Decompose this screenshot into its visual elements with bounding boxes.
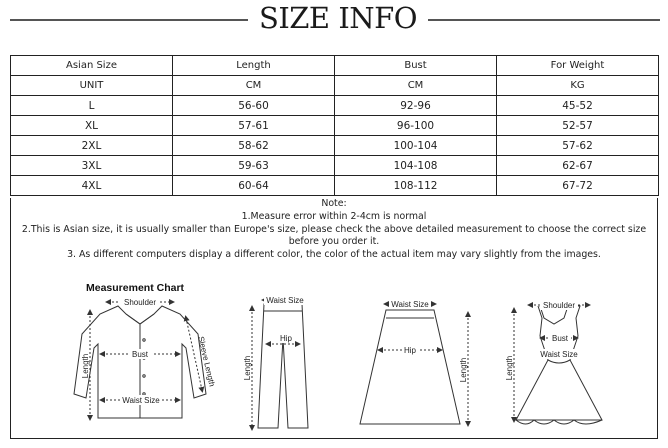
weight-cell: 67-72 xyxy=(497,176,659,196)
unit-cell: CM xyxy=(335,76,497,96)
weight-cell: 62-67 xyxy=(497,156,659,176)
bust-cell: 100-104 xyxy=(335,136,497,156)
skirt-hip-label: Hip xyxy=(403,346,417,355)
size-cell: L xyxy=(11,96,173,116)
shirt-bust-label: Bust xyxy=(131,350,149,359)
shirt-sleeve-label: Sleeve Length xyxy=(196,335,217,388)
note-line-2: 2.This is Asian size, it is usually smaller than Europe's size, please check the above detailed measurement to choose the correct size xyxy=(21,223,647,235)
title-divider-left xyxy=(10,19,248,21)
measurement-illustrations xyxy=(68,278,628,436)
table-row xyxy=(11,116,659,136)
shirt-waist-label: Waist Size xyxy=(122,396,160,405)
size-cell: 4XL xyxy=(11,176,173,196)
note-line-1: 1.Measure error within 2-4cm is normal xyxy=(241,210,427,222)
unit-cell: UNIT xyxy=(11,76,173,96)
pants-length-label: Length xyxy=(243,355,252,381)
size-cell: XL xyxy=(11,116,173,136)
notes-heading: Note: xyxy=(321,198,347,209)
pants-icon xyxy=(252,300,308,428)
shirt-shoulder-label: Shoulder xyxy=(123,298,157,307)
bust-cell: 92-96 xyxy=(335,96,497,116)
table-unit-row xyxy=(11,76,659,96)
length-cell: 58-62 xyxy=(173,136,335,156)
shirt-length-label: Length xyxy=(81,353,90,379)
unit-cell: CM xyxy=(173,76,335,96)
length-cell: 57-61 xyxy=(173,116,335,136)
title-divider-right xyxy=(428,19,660,21)
weight-cell: 45-52 xyxy=(497,96,659,116)
weight-cell: 57-62 xyxy=(497,136,659,156)
table-row xyxy=(11,176,659,196)
length-cell: 56-60 xyxy=(173,96,335,116)
note-line-2-continued: before you order it. xyxy=(288,236,380,248)
length-cell: 59-63 xyxy=(173,156,335,176)
unit-cell: KG xyxy=(497,76,659,96)
header-cell: Length xyxy=(173,56,335,76)
title-row xyxy=(0,0,668,40)
measurement-chart xyxy=(68,278,628,436)
pants-waist-label: Waist Size xyxy=(266,296,304,305)
skirt-waist-label: Waist Size xyxy=(391,300,429,309)
header-cell: For Weight xyxy=(497,56,659,76)
table-header-row xyxy=(11,56,659,76)
page-title: SIZE INFO xyxy=(258,1,418,35)
pants-hip-label: Hip xyxy=(279,334,293,343)
dress-shoulder-label: Shoulder xyxy=(542,301,576,310)
table-row xyxy=(11,156,659,176)
dress-icon xyxy=(514,305,602,424)
skirt-icon xyxy=(360,304,468,424)
dress-length-label: Length xyxy=(505,355,514,381)
header-cell: Bust xyxy=(335,56,497,76)
skirt-length-label: Length xyxy=(459,357,468,383)
note-line-3: 3. As different computers display a different color, the color of the actual item may vary slightly from the images. xyxy=(67,249,601,261)
length-cell: 60-64 xyxy=(173,176,335,196)
weight-cell: 52-57 xyxy=(497,116,659,136)
size-cell: 3XL xyxy=(11,156,173,176)
bust-cell: 104-108 xyxy=(335,156,497,176)
size-cell: 2XL xyxy=(11,136,173,156)
dress-bust-label: Bust xyxy=(551,334,569,343)
header-cell: Asian Size xyxy=(11,56,173,76)
bust-cell: 108-112 xyxy=(335,176,497,196)
bust-cell: 96-100 xyxy=(335,116,497,136)
size-table xyxy=(10,55,659,196)
measurement-chart-title: Measurement Chart xyxy=(86,282,185,294)
dress-waist-label: Waist Size xyxy=(540,350,578,359)
table-row xyxy=(11,96,659,116)
table-row xyxy=(11,136,659,156)
notes xyxy=(11,198,657,262)
